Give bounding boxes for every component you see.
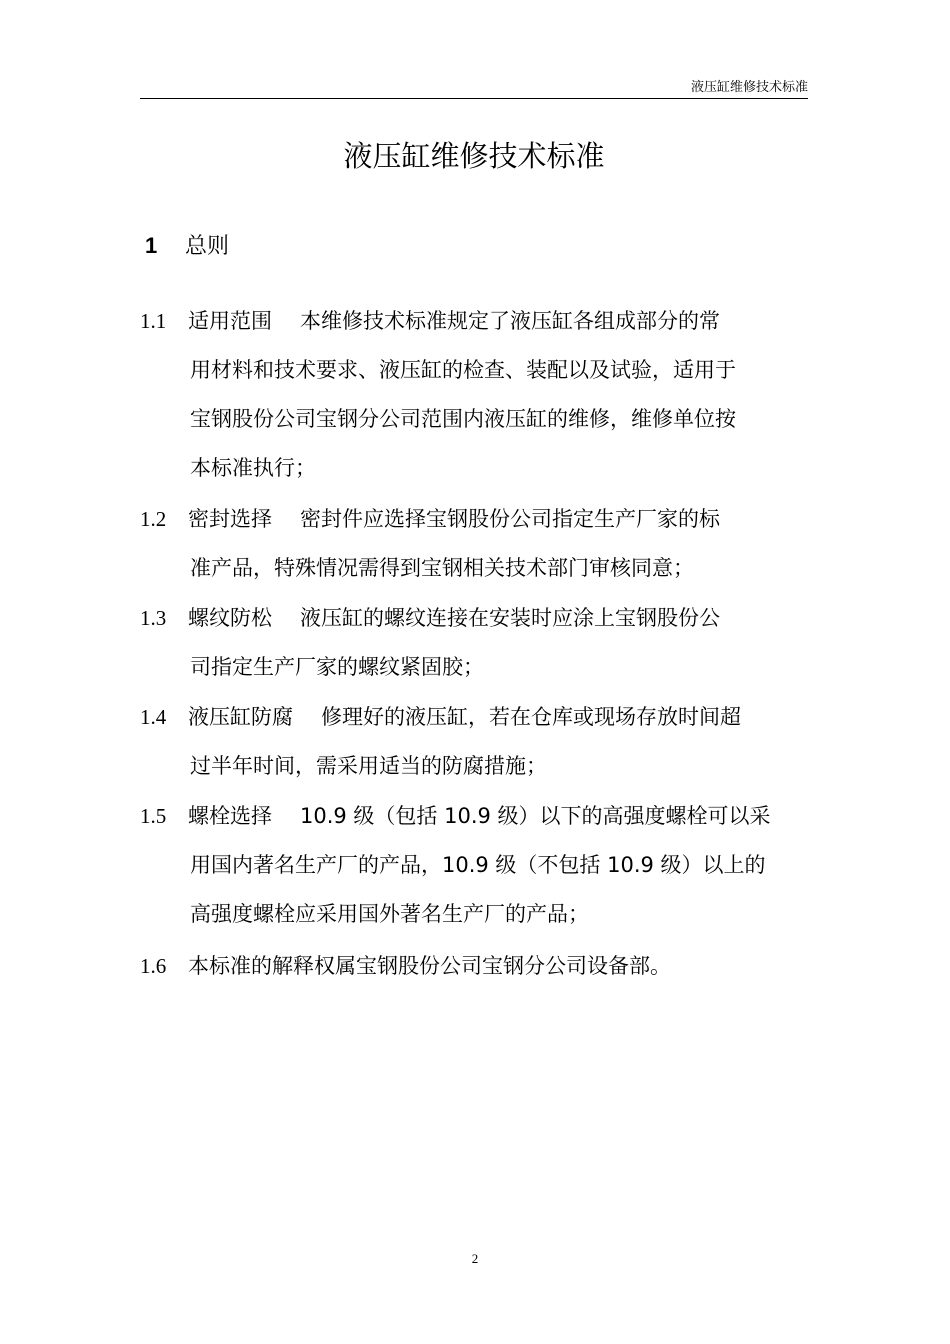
clause-line: 本标准执行； [190, 456, 316, 480]
clause-line: 用材料和技术要求、液压缸的检查、装配以及试验，适用于 [190, 358, 736, 382]
running-header-title: 液压缸维修技术标准 [690, 80, 808, 95]
clause-line [140, 495, 815, 544]
clause-text: 密封件应选择宝钢股份公司指定生产厂家的标 [300, 507, 720, 531]
clause-1-5 [140, 792, 815, 939]
clause-1-1 [140, 297, 815, 493]
clause-line: 用国内著名生产厂的产品，10.9 级（不包括 10.9 级）以上的 [190, 853, 766, 877]
clause-topic: 螺栓选择 [188, 804, 272, 828]
clause-text: 本维修技术标准规定了液压缸各组成部分的常 [300, 309, 720, 333]
running-header [140, 80, 808, 99]
section-heading [145, 228, 229, 264]
clause-1-4 [140, 693, 815, 791]
clause-line [140, 594, 815, 643]
clause-text: 液压缸的螺纹连接在安装时应涂上宝钢股份公 [300, 606, 720, 630]
document-title: 液压缸维修技术标准 [343, 139, 605, 173]
clause-line [140, 792, 815, 841]
clause-topic: 液压缸防腐 [188, 705, 293, 729]
clause-line: 宝钢股份公司宝钢分公司范围内液压缸的维修，维修单位按 [190, 407, 736, 431]
clause-line: 高强度螺栓应采用国外著名生产厂的产品； [190, 902, 589, 926]
clause-topic: 适用范围 [188, 309, 272, 333]
clause-line: 本标准的解释权属宝钢股份公司宝钢分公司设备部。 [188, 954, 671, 978]
section-heading-text: 总则 [185, 234, 230, 259]
page-number: 2 [471, 1251, 479, 1266]
clause-topic: 密封选择 [188, 507, 272, 531]
clause-text: 修理好的液压缸，若在仓库或现场存放时间超 [321, 705, 741, 729]
clause-line [140, 693, 815, 742]
clause-line [140, 297, 815, 346]
clause-line: 过半年时间，需采用适当的防腐措施； [190, 754, 547, 778]
clause-1-6 [140, 942, 815, 991]
section-number: 1 [145, 233, 158, 258]
clause-line: 司指定生产厂家的螺纹紧固胶； [190, 655, 484, 679]
clause-number: 1.6 [140, 954, 167, 978]
clause-number: 1.4 [140, 705, 167, 729]
clause-text: 10.9 级（包括 10.9 级）以下的高强度螺栓可以采 [300, 804, 771, 828]
clause-number: 1.3 [140, 606, 167, 630]
clause-topic: 螺纹防松 [188, 606, 272, 630]
clause-number: 1.5 [140, 804, 167, 828]
clause-1-3 [140, 594, 815, 692]
clause-line: 准产品，特殊情况需得到宝钢相关技术部门审核同意； [190, 556, 694, 580]
clause-1-2 [140, 495, 815, 593]
clause-number: 1.1 [140, 309, 167, 333]
clause-number: 1.2 [140, 507, 167, 531]
